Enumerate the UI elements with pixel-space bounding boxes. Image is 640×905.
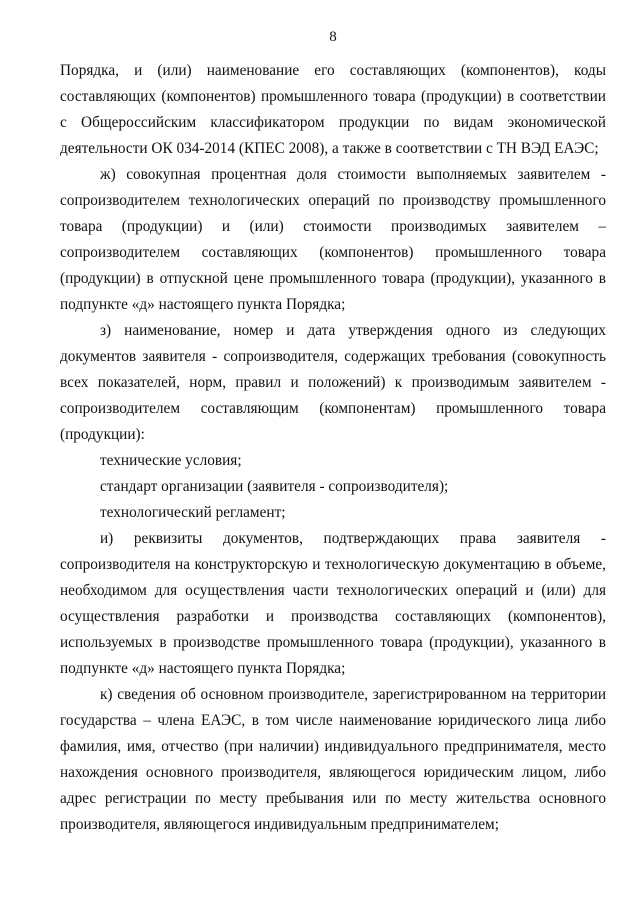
list-item-org-standard: стандарт организации (заявителя - сопроизводителя); xyxy=(100,478,449,495)
list-item-tech-conditions: технические условия; xyxy=(100,452,242,469)
paragraph-item-k: к) сведения об основном производителе, зарегистрированном на территории государства – члена ЕАЭС, в том числе наименование юридического лица либо фамилия, имя, отчество (при наличии) индивидуального предпринимателя, место нахождения основного производителя, являющегося юридическим лицом, либо адрес регистрации по месту пребывания или по месту жительства основного производителя, являющегося индивидуальным предпринимателем; xyxy=(60,686,606,833)
list-item-tech-regulation: технологический регламент; xyxy=(100,504,286,521)
paragraph-continuation: Порядка, и (или) наименование его составляющих (компонентов), коды составляющих (компонентов) промышленного товара (продукции) в соответствии с Общероссийским классификатором продукции по видам экономической деятельности ОК 034-2014 (КПЕС 2008), а также в соответствии с ТН ВЭД ЕАЭС; xyxy=(60,62,606,157)
paragraph-item-z: з) наименование, номер и дата утверждения одного из следующих документов заявителя - сопроизводителя, содержащих требования (совокупность всех показателей, норм, правил и положений) к производимым заявителем - сопроизводителем составляющим (компонентам) промышленного товара (продукции): xyxy=(60,322,606,443)
paragraph-item-i: и) реквизиты документов, подтверждающих права заявителя - сопроизводителя на конструкторскую и технологическую документацию в объеме, необходимом для осуществления части технологических операций и (или) для осуществления разработки и производства составляющих (компонентов), используемых в производстве промышленного товара (продукции), указанного в подпункте «д» настоящего пункта Порядка; xyxy=(60,530,606,677)
document-body xyxy=(60,58,606,838)
paragraph-item-zh: ж) совокупная процентная доля стоимости выполняемых заявителем - сопроизводителем технологических операций по производству промышленного товара (продукции) и (или) стоимости производимых заявителем – сопроизводителем составляющих (компонентов) промышленного товара (продукции) в отпускной цене промышленного товара (продукции), указанного в подпункте «д» настоящего пункта Порядка; xyxy=(60,166,606,313)
page-number: 8 xyxy=(329,29,337,45)
